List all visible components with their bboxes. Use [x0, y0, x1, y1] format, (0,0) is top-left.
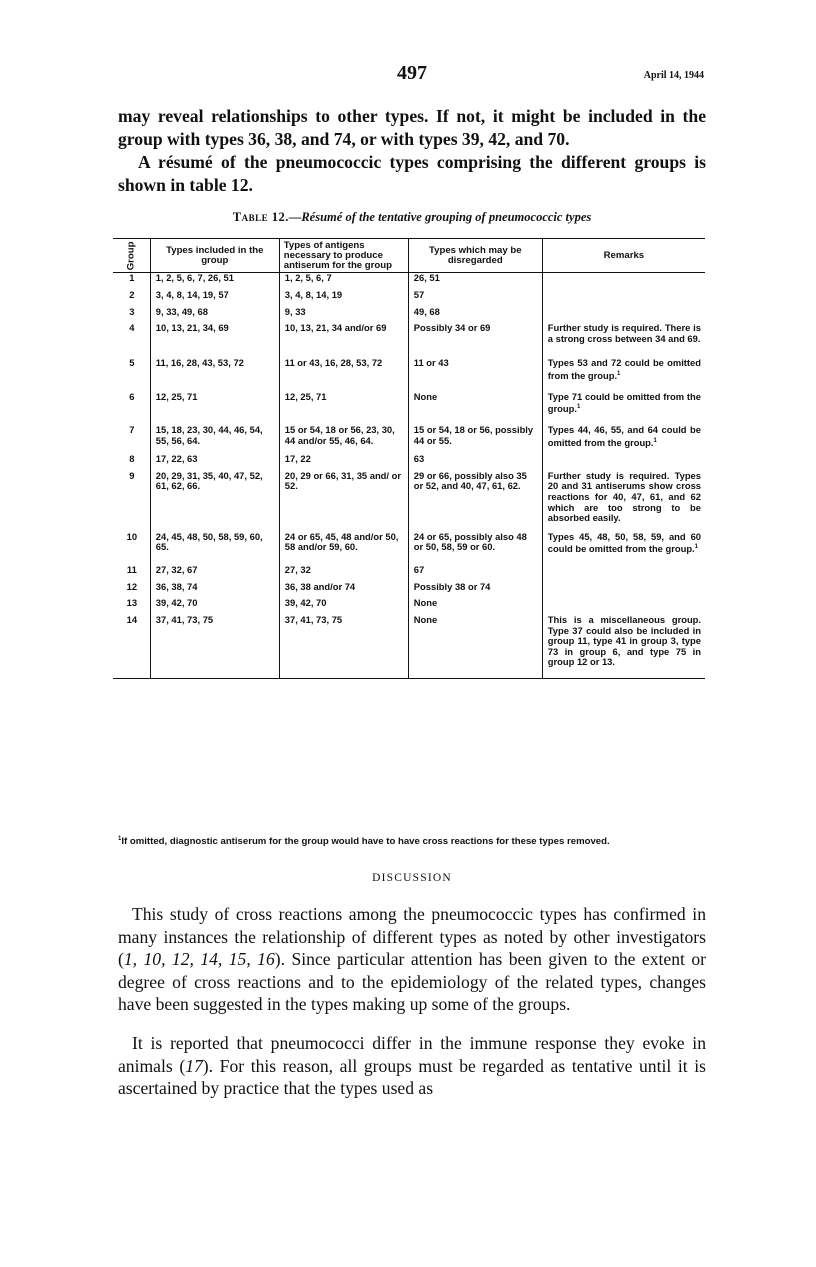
disregarded-cell: 24 or 65, possibly also 48 or 50, 58, 59 or 60.: [408, 532, 542, 565]
header-remarks: Remarks: [542, 239, 705, 273]
disregarded-cell: None: [408, 392, 542, 425]
group-cell: 1: [129, 272, 135, 284]
table-header-row: [113, 239, 705, 273]
table-row: [113, 471, 705, 532]
remarks-cell: [542, 454, 705, 471]
remarks-cell: Further study is required. There is a strong cross between 34 and 69.: [542, 323, 705, 358]
group-cell: 6: [129, 390, 135, 402]
types-cell: 39, 42, 70: [150, 598, 279, 615]
footnote-ref: 1: [576, 404, 581, 411]
table-row: [113, 582, 705, 599]
types-cell: 11, 16, 28, 43, 53, 72: [150, 358, 279, 391]
citation: 17: [185, 1055, 203, 1076]
group-cell: 12: [126, 580, 138, 592]
antigens-cell: 3, 4, 8, 14, 19: [279, 290, 408, 307]
types-cell: 24, 45, 48, 50, 58, 59, 60, 65.: [150, 532, 279, 565]
antigens-cell: 27, 32: [279, 565, 408, 582]
remarks-cell: Types 53 and 72 could be omitted from the group.$^1$: [542, 358, 705, 391]
types-cell: 12, 25, 71: [150, 392, 279, 425]
antigens-cell: 15 or 54, 18 or 56, 23, 30, 44 and/or 55, 46, 64.: [279, 425, 408, 454]
antigens-cell: 12, 25, 71: [279, 392, 408, 425]
disregarded-cell: 29 or 66, possibly also 35 or 52, and 40, 47, 61, 62.: [408, 471, 542, 532]
footnote-ref: 1: [653, 437, 657, 444]
intro-paragraph-1: may reveal relationships to other types. If not, it might be included in the group with types 36, 38, and 74, or with types 39, 42, and 70.: [118, 106, 706, 149]
table-row: [113, 358, 705, 391]
header-types-included: Types included in the group: [150, 239, 279, 273]
issue-date: April 14, 1944: [643, 70, 704, 81]
remarks-cell: Types 44, 46, 55, and 64 could be omitted from the group.$^1$: [542, 425, 705, 454]
types-cell: 17, 22, 63: [150, 454, 279, 471]
antigens-cell: 9, 33: [279, 307, 408, 324]
types-cell: 3, 4, 8, 14, 19, 57: [150, 290, 279, 307]
antigens-cell: 39, 42, 70: [279, 598, 408, 615]
antigens-cell: 37, 41, 73, 75: [279, 615, 408, 678]
types-cell: 1, 2, 5, 6, 7, 26, 51: [150, 273, 279, 290]
types-cell: 37, 41, 73, 75: [150, 615, 279, 678]
page-header: [118, 62, 706, 88]
table-row: [113, 307, 705, 324]
remarks-cell: Further study is required. Types 20 and 31 antiserums show cross reactions for 40, 47, 61, and 62 which are too strong to be absorbed easily.: [542, 471, 705, 532]
group-cell: 11: [126, 564, 137, 576]
remarks-cell: [542, 307, 705, 324]
types-cell: 9, 33, 49, 68: [150, 307, 279, 324]
discussion-paragraph-1: This study of cross reactions among the pneumococcic types has confirmed in many instances the relationship of different types as noted by other investigators (1, 10, 12, 14, 15, 16). Since particular attention has been given to the extent or degree of cross reactions and to the epidemiology of the related types, changes have been suggested in the types making up some of the groups.: [118, 904, 706, 1014]
table-body: [113, 273, 705, 679]
disregarded-cell: 11 or 43: [408, 358, 542, 391]
table-row: [113, 392, 705, 425]
disregarded-cell: None: [408, 615, 542, 678]
remarks-cell: Type 71 could be omitted from the group.$^1$: [542, 392, 705, 425]
remarks-cell: [542, 565, 705, 582]
table-row: [113, 598, 705, 615]
table-row: [113, 615, 705, 678]
remarks-cell: [542, 273, 705, 290]
types-cell: 36, 38, 74: [150, 582, 279, 599]
disregarded-cell: 49, 68: [408, 307, 542, 324]
disregarded-cell: 63: [408, 454, 542, 471]
table-row: [113, 290, 705, 307]
intro-paragraph-2: A résumé of the pneumococcic types comprising the different groups is shown in table 12.: [118, 152, 706, 195]
table-row: [113, 565, 705, 582]
group-cell: 13: [126, 597, 138, 609]
antigens-cell: 11 or 43, 16, 28, 53, 72: [279, 358, 408, 391]
remarks-cell: [542, 598, 705, 615]
group-cell: 8: [129, 453, 135, 465]
group-cell: 3: [129, 305, 135, 317]
citation: 1, 10, 12, 14, 15, 16: [123, 949, 275, 969]
footnote-ref: 1: [694, 544, 698, 551]
table-row: [113, 532, 705, 565]
disregarded-cell: 57: [408, 290, 542, 307]
group-cell: 9: [129, 469, 135, 481]
group-cell: 14: [113, 615, 150, 678]
group-cell: 7: [129, 423, 135, 435]
group-cell: 10: [126, 530, 138, 542]
antigens-cell: 20, 29 or 66, 31, 35 and/ or 52.: [279, 471, 408, 532]
types-cell: 27, 32, 67: [150, 565, 279, 582]
disregarded-cell: 67: [408, 565, 542, 582]
types-cell: 15, 18, 23, 30, 44, 46, 54, 55, 56, 64.: [150, 425, 279, 454]
group-cell: 4: [129, 322, 135, 334]
discussion-heading: DISCUSSION: [372, 872, 452, 884]
table-caption: [118, 210, 706, 225]
remarks-cell: [542, 290, 705, 307]
antigens-cell: 17, 22: [279, 454, 408, 471]
types-cell: 20, 29, 31, 35, 40, 47, 52, 61, 62, 66.: [150, 471, 279, 532]
disregarded-cell: None: [408, 598, 542, 615]
header-disregarded: Types which may be disregarded: [408, 239, 542, 273]
antigens-cell: 10, 13, 21, 34 and/or 69: [279, 323, 408, 358]
table-row: [113, 323, 705, 358]
antigens-cell: 1, 2, 5, 6, 7: [279, 273, 408, 290]
antigens-cell: 36, 38 and/or 74: [279, 582, 408, 599]
disregarded-cell: Possibly 38 or 74: [408, 582, 542, 599]
grouping-table: [113, 238, 705, 679]
remarks-cell: This is a miscellaneous group. Type 37 could also be included in group 11, type 41 in group 3, type 73 in group 6, and type 75 in group 12 or 13.: [542, 615, 705, 678]
disregarded-cell: 26, 51: [408, 273, 542, 290]
table-title: —Résumé of the tentative grouping of pneumococcic types: [288, 210, 592, 224]
disregarded-cell: Possibly 34 or 69: [408, 323, 542, 358]
table-row: [113, 454, 705, 471]
disregarded-cell: 15 or 54, 18 or 56, possibly 44 or 55.: [408, 425, 542, 454]
table-row: [113, 273, 705, 290]
header-antigens: Types of antigens necessary to produce antiserum for the group: [279, 239, 408, 273]
group-cell: 2: [129, 288, 135, 300]
table-row: [113, 425, 705, 454]
footnote-ref: 1: [617, 370, 621, 377]
page-number: 497: [397, 62, 427, 84]
discussion-paragraph-2: It is reported that pneumococci differ in the immune response they evoke in animals (17). For this reason, all groups must be regarded as tentative until it is ascertained by practice that the types used as: [118, 1033, 707, 1098]
table-label: Table 12.: [232, 210, 289, 224]
header-group: Group: [113, 239, 150, 273]
types-cell: 10, 13, 21, 34, 69: [150, 323, 279, 358]
table-footnote: $^1$If omitted, diagnostic antiserum for the group would have to have cross reactions for these types removed.: [118, 836, 610, 848]
group-cell: 5: [129, 357, 135, 369]
remarks-cell: Types 45, 48, 50, 58, 59, and 60 could be omitted from the group.$^1$: [542, 532, 705, 565]
remarks-cell: [542, 582, 705, 599]
antigens-cell: 24 or 65, 45, 48 and/or 50, 58 and/or 59, 60.: [279, 532, 408, 565]
